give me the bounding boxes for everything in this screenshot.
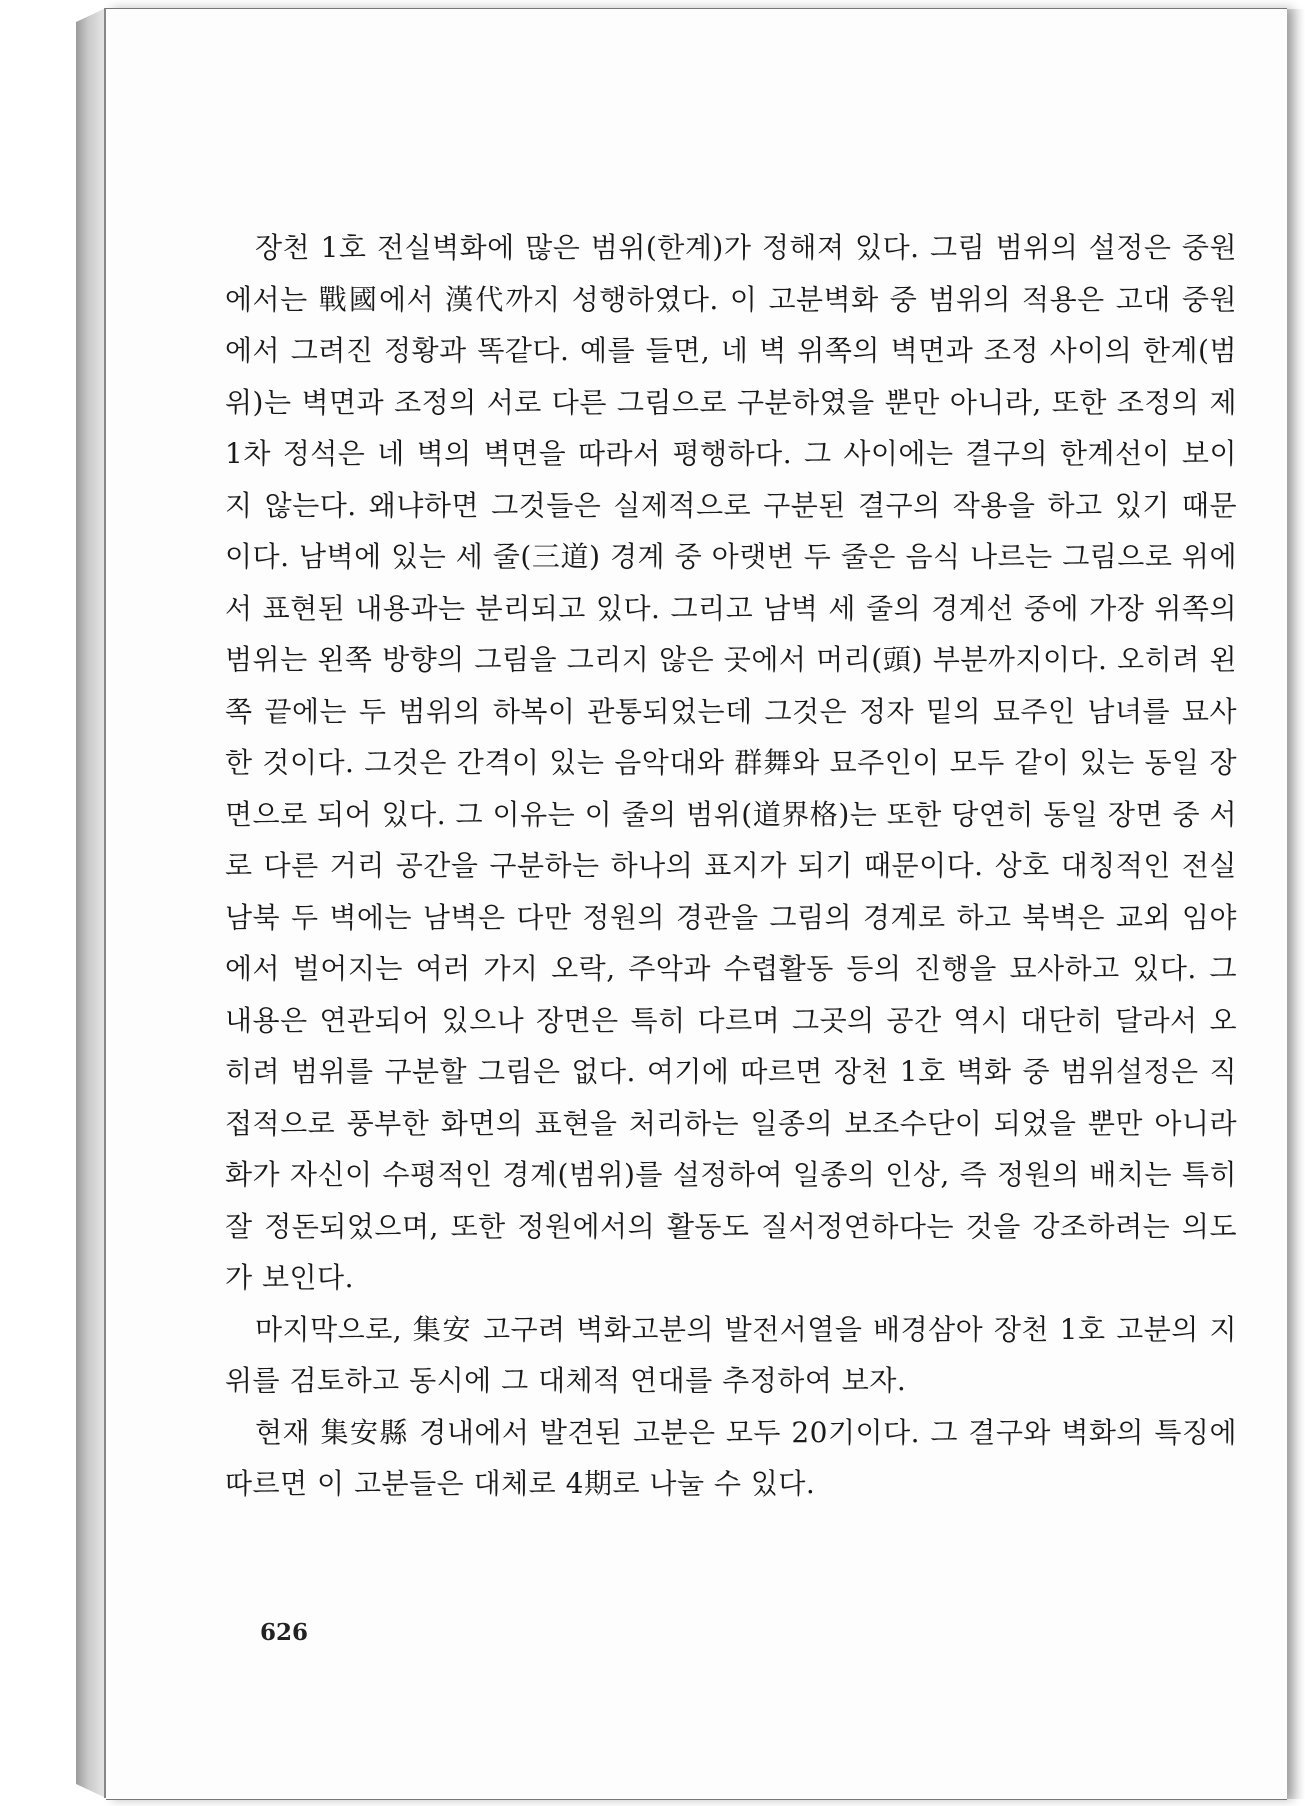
page-shadow — [1287, 9, 1305, 1799]
paragraph-1: 장천 1호 전실벽화에 많은 범위(한계)가 정해져 있다. 그림 범위의 설정은 중원에서는 戰國에서 漢代까지 성행하였다. 이 고분벽화 중 범위의 적용은 고대 중원에서 그려진 정황과 똑같다. 예를 들면, 네 벽 위쪽의 벽면과 조정 사이의 한계(범위)는 벽면과 조정의 서로 다른 그림으로 구분하였을 뿐만 아니라, 또한 조정의 제1차 정석은 네 벽의 벽면을 따라서 평행하다. 그 사이에는 결구의 한계선이 보이지 않는다. 왜냐하면 그것들은 실제적으로 구분된 결구의 작용을 하고 있기 때문이다. 남벽에 있는 세 줄(三道) 경계 중 아랫변 두 줄은 음식 나르는 그림으로 위에서 표현된 내용과는 분리되고 있다. 그리고 남벽 세 줄의 경계선 중에 가장 위쪽의 범위는 왼쪽 방향의 그림을 그리지 않은 곳에서 머리(頭) 부분까지이다. 오히려 왼쪽 끝에는 두 범위의 하복이 관통되었는데 그것은 정자 밑의 묘주인 남녀를 묘사한 것이다. 그것은 간격이 있는 음악대와 群舞와 묘주인이 모두 같이 있는 동일 장면으로 되어 있다. 그 이유는 이 줄의 범위(道界格)는 또한 당연히 동일 장면 중 서로 다른 거리 공간을 구분하는 하나의 표지가 되기 때문이다. 상호 대칭적인 전실 남북 두 벽에는 남벽은 다만 정원의 경관을 그림의 경계로 하고 북벽은 교외 임야에서 벌어지는 여러 가지 오락, 주악과 수렵활동 등의 진행을 묘사하고 있다. 그 내용은 연관되어 있으나 장면은 특히 다르며 그곳의 공간 역시 대단히 달라서 오히려 범위를 구분할 그림은 없다. 여기에 따르면 장천 1호 벽화 중 범위설정은 직접적으로 풍부한 화면의 표현을 처리하는 일종의 보조수단이 되었을 뿐만 아니라 화가 자신이 수평적인 경계(범위)를 설정하여 일종의 인상, 즉 정원의 배치는 특히 잘 정돈되었으며, 또한 정원에서의 활동도 질서정연하다는 것을 강조하려는 의도가 보인다. — [225, 231, 1237, 1294]
book-spine — [76, 8, 106, 1798]
page-number: 626 — [260, 1619, 309, 1646]
paragraph-2: 마지막으로, 集安 고구려 벽화고분의 발전서열을 배경삼아 장천 1호 고분의 지위를 검토하고 동시에 그 대체적 연대를 추정하여 보자. — [225, 1312, 1237, 1397]
book-page — [106, 8, 1287, 1800]
paragraph-3: 현재 集安縣 경내에서 발견된 고분은 모두 20기이다. 그 결구와 벽화의 특징에 따르면 이 고분들은 대체로 4期로 나눌 수 있다. — [225, 1415, 1237, 1500]
body-text — [225, 222, 1237, 1510]
